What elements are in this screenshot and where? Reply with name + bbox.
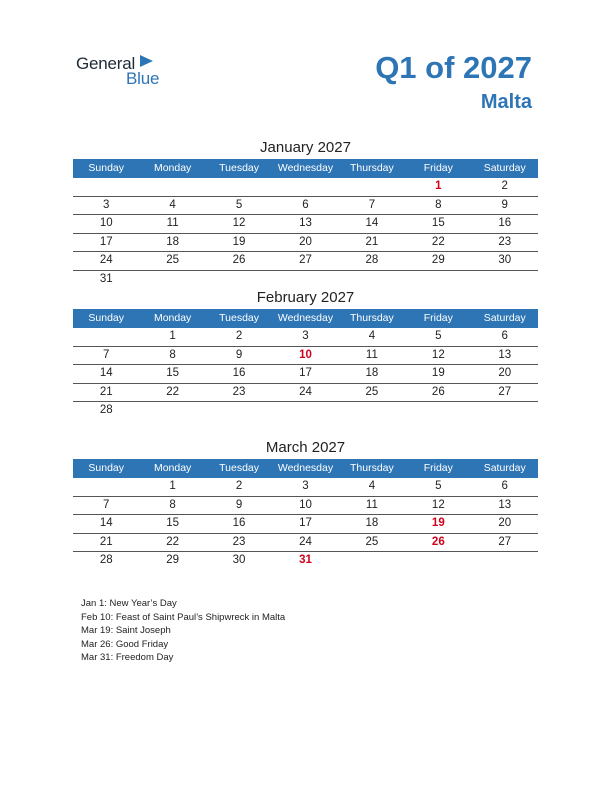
empty-day-cell [339, 271, 405, 289]
day-cell: 24 [299, 535, 312, 548]
logo-text-blue: Blue [126, 69, 160, 88]
generalblue-logo [76, 54, 176, 88]
month-title: February 2027 [256, 289, 355, 306]
weekday-label: Wednesday [277, 462, 334, 474]
weekday-label: Thursday [350, 162, 394, 174]
week-row [73, 402, 538, 420]
day-cell: 27 [498, 535, 512, 548]
empty-day-cell [405, 271, 471, 289]
holiday-list-item: Feb 10: Feast of Saint Paul’s Shipwreck in Malta [81, 611, 286, 623]
day-cell: 16 [498, 217, 512, 229]
day-cell: 7 [103, 498, 110, 511]
month-title: March 2027 [265, 439, 346, 456]
day-cell: 17 [299, 517, 312, 529]
empty-day-cell [272, 402, 338, 420]
holiday-list [81, 597, 285, 665]
day-cell: 29 [166, 554, 180, 566]
week-row [73, 178, 538, 197]
day-cell: 3 [103, 198, 110, 211]
empty-day-cell [139, 402, 205, 420]
month-title: January 2027 [260, 139, 351, 156]
weekday-label: Tuesday [219, 162, 259, 174]
day-cell: 9 [235, 498, 243, 511]
empty-day-cell [272, 271, 338, 289]
holiday-list-item: Mar 31: Freedom Day [81, 652, 174, 663]
weekday-label: Wednesday [277, 312, 334, 324]
holiday-day-cell: 19 [431, 517, 445, 529]
day-cell: 12 [232, 217, 246, 229]
holiday-list-item: Mar 26: Good Friday [81, 638, 169, 650]
day-cell: 28 [365, 254, 379, 266]
day-cell: 18 [166, 235, 180, 248]
day-cell: 5 [435, 330, 442, 342]
day-cell: 10 [99, 217, 113, 229]
day-cell: 6 [501, 330, 508, 342]
day-cell: 9 [235, 348, 243, 361]
weekday-label: Tuesday [219, 462, 259, 474]
weekday-label: Sunday [88, 462, 125, 474]
day-cell: 11 [365, 498, 378, 511]
day-cell: 20 [299, 235, 312, 248]
month-calendar-january [73, 137, 538, 288]
day-cell: 24 [299, 385, 312, 398]
empty-day-cell [339, 178, 405, 196]
week-row [73, 234, 538, 253]
day-cell: 25 [166, 254, 180, 266]
empty-day-cell [405, 552, 471, 570]
day-cell: 5 [235, 198, 243, 211]
day-cell: 8 [169, 498, 176, 511]
day-cell: 29 [431, 254, 445, 266]
month-weeks [73, 328, 538, 420]
day-cell: 24 [99, 254, 113, 266]
weekday-label: Sunday [88, 312, 125, 324]
day-cell: 4 [368, 480, 376, 492]
day-cell: 14 [99, 367, 113, 379]
day-cell: 28 [99, 554, 113, 566]
weekday-label: Saturday [483, 462, 526, 474]
empty-day-cell [139, 178, 205, 196]
day-cell: 27 [498, 385, 512, 398]
empty-day-cell [73, 328, 139, 346]
day-cell: 25 [365, 535, 379, 548]
weekday-label: Saturday [483, 312, 526, 324]
holiday-day-cell: 26 [431, 535, 445, 548]
day-cell: 31 [99, 272, 113, 285]
day-cell: 4 [368, 330, 376, 342]
weekday-label: Monday [153, 312, 192, 324]
week-row [73, 515, 538, 534]
day-cell: 9 [501, 198, 508, 211]
day-cell: 11 [365, 348, 378, 361]
holiday-day-cell: 10 [299, 348, 312, 361]
weekday-header [73, 159, 538, 178]
day-cell: 17 [299, 367, 312, 379]
holiday-list-item: Mar 19: Saint Joseph [81, 625, 171, 636]
day-cell: 13 [498, 348, 512, 361]
day-cell: 21 [99, 535, 113, 548]
holiday-list-item: Jan 1: New Year’s Day [81, 598, 177, 609]
day-cell: 20 [498, 517, 512, 529]
day-cell: 16 [232, 517, 246, 529]
day-cell: 21 [365, 235, 379, 248]
day-cell: 30 [232, 554, 246, 566]
day-cell: 15 [166, 517, 180, 529]
day-cell: 19 [431, 367, 445, 379]
week-row [73, 197, 538, 216]
weekday-label: Saturday [483, 162, 526, 174]
week-row [73, 215, 538, 234]
week-row [73, 328, 538, 347]
day-cell: 7 [103, 348, 110, 361]
day-cell: 8 [435, 198, 442, 211]
day-cell: 22 [431, 235, 445, 248]
day-cell: 6 [501, 480, 508, 492]
day-cell: 6 [302, 198, 309, 211]
week-row [73, 252, 538, 271]
day-cell: 17 [99, 235, 113, 248]
empty-day-cell [272, 178, 338, 196]
week-row [73, 365, 538, 384]
week-row [73, 271, 538, 289]
day-cell: 12 [431, 498, 445, 511]
month-calendar-march [73, 437, 538, 570]
month-weeks [73, 478, 538, 570]
week-row [73, 552, 538, 570]
week-row [73, 497, 538, 516]
weekday-label: Monday [153, 162, 192, 174]
week-row [73, 384, 538, 403]
day-cell: 1 [169, 480, 176, 492]
day-cell: 1 [169, 330, 176, 342]
day-cell: 8 [169, 348, 176, 361]
weekday-label: Friday [423, 162, 453, 174]
day-cell: 30 [498, 254, 512, 266]
weekday-label: Friday [423, 312, 453, 324]
day-cell: 23 [232, 535, 246, 548]
holiday-day-cell: 31 [299, 554, 312, 566]
day-cell: 23 [498, 235, 512, 248]
day-cell: 15 [166, 367, 180, 379]
day-cell: 20 [498, 367, 512, 379]
weekday-label: Sunday [88, 162, 125, 174]
day-cell: 14 [365, 217, 379, 229]
weekday-label: Monday [153, 462, 192, 474]
empty-day-cell [206, 178, 272, 196]
day-cell: 26 [431, 385, 445, 398]
empty-day-cell [472, 402, 538, 420]
country-name: Malta [480, 91, 532, 113]
day-cell: 2 [235, 330, 243, 342]
day-cell: 23 [232, 385, 246, 398]
empty-day-cell [206, 402, 272, 420]
logo-text-general: General [76, 54, 136, 73]
day-cell: 19 [232, 235, 246, 248]
day-cell: 27 [299, 254, 312, 266]
weekday-label: Tuesday [219, 312, 259, 324]
day-cell: 2 [501, 180, 508, 192]
day-cell: 18 [365, 367, 379, 379]
day-cell: 22 [166, 535, 180, 548]
week-row [73, 534, 538, 553]
page-title: Q1 of 2027 [375, 50, 532, 85]
day-cell: 16 [232, 367, 246, 379]
day-cell: 26 [232, 254, 246, 266]
empty-day-cell [339, 402, 405, 420]
day-cell: 13 [299, 217, 312, 229]
empty-day-cell [405, 402, 471, 420]
day-cell: 22 [166, 385, 180, 398]
day-cell: 11 [166, 217, 179, 229]
day-cell: 14 [99, 517, 113, 529]
week-row [73, 478, 538, 497]
logo-flag-icon [140, 54, 154, 68]
empty-day-cell [206, 271, 272, 289]
day-cell: 4 [169, 198, 176, 211]
weekday-label: Wednesday [277, 162, 334, 174]
weekday-header [73, 459, 538, 478]
week-row [73, 347, 538, 366]
weekday-header [73, 309, 538, 328]
weekday-label: Friday [423, 462, 453, 474]
empty-day-cell [73, 178, 139, 196]
empty-day-cell [472, 271, 538, 289]
day-cell: 3 [302, 480, 309, 492]
day-cell: 18 [365, 517, 379, 529]
day-cell: 10 [299, 498, 312, 511]
day-cell: 7 [368, 198, 376, 211]
empty-day-cell [73, 478, 139, 496]
day-cell: 28 [99, 404, 113, 416]
day-cell: 5 [435, 480, 442, 492]
month-calendar-february [73, 287, 538, 420]
day-cell: 15 [431, 217, 445, 229]
day-cell: 12 [431, 348, 445, 361]
month-weeks [73, 178, 538, 288]
empty-day-cell [139, 271, 205, 289]
day-cell: 2 [235, 480, 243, 492]
empty-day-cell [472, 552, 538, 570]
empty-day-cell [339, 552, 405, 570]
day-cell: 13 [498, 498, 512, 511]
day-cell: 3 [302, 330, 309, 342]
weekday-label: Thursday [350, 462, 394, 474]
weekday-label: Thursday [350, 312, 394, 324]
holiday-day-cell: 1 [435, 180, 442, 192]
day-cell: 21 [99, 385, 113, 398]
day-cell: 25 [365, 385, 379, 398]
